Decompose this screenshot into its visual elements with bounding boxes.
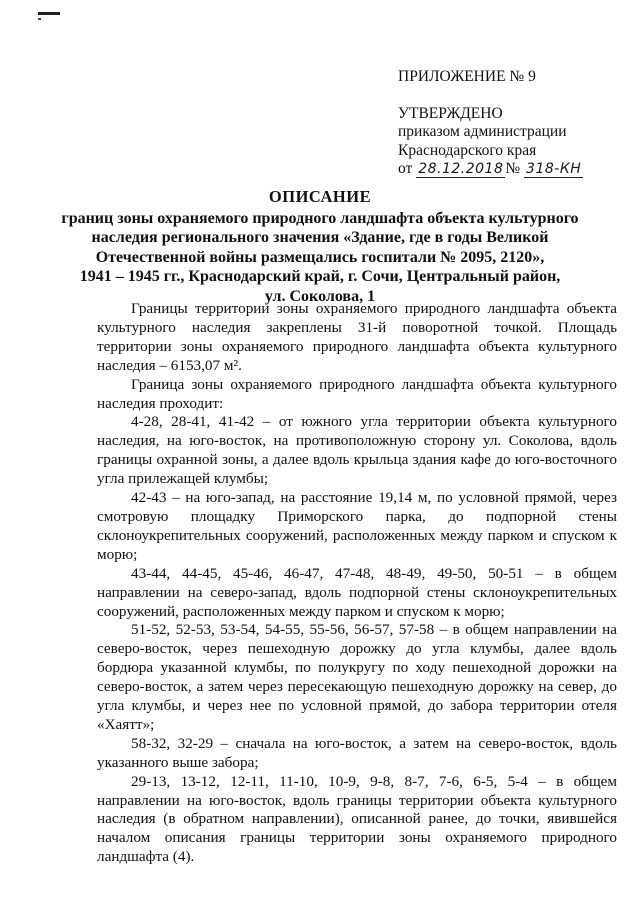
body-paragraph: 58-32, 32-29 – сначала на юго-восток, а затем на северо-восток, вдоль указанного выше забора;: [97, 734, 617, 771]
order-date-line: [398, 160, 628, 179]
body-paragraph: Границы территории зоны охраняемого природного ландшафта объекта культурного наследия закреплены 31-й поворотной точкой. Площадь территории зоны охраняемого природного ландшафта объекта культурного наследия – 6153,07 м².: [97, 300, 617, 374]
order-line-2: Краснодарского края: [398, 141, 537, 159]
scan-artifact-small: [38, 18, 41, 20]
body-paragraph: 4-28, 28-41, 41-42 – от южного угла территории объекта культурного наследия, на юго-восток, на противоположную сторону ул. Соколова, вдоль границы охранной зоны, а далее вдоль крыльца здания кафе до юго-восточного угла прилежащей клумбы;: [97, 413, 617, 488]
body-paragraph: 43-44, 44-45, 45-46, 46-47, 47-48, 48-49, 49-50, 50-51 – в общем направлении на северо-запад, вдоль подпорной стены склоноукрепительных сооружений, расположенных между парком и спуском к морю;: [97, 564, 617, 620]
approved-stamp: УТВЕРЖДЕНО: [398, 104, 503, 122]
body-paragraph: 51-52, 52-53, 53-54, 54-55, 55-56, 56-57, 57-58 – в общем направлении на северо-восток, через пешеходную дорожку до угла клумбы, далее вдоль бордюра указанной клумбы, по полукругу по ходу пешеходной дорожки на северо-восток, а затем через пересекающую пешеходную дорожку на север, до угла клумбы, и через нее по условной прямой, до забора территории отеля «Хаятт»;: [97, 621, 617, 733]
number-sign: №: [505, 160, 521, 177]
document-title: [0, 187, 640, 306]
title-main: ОПИСАНИЕ: [268, 187, 372, 206]
order-date: 28.12.2018: [418, 161, 504, 177]
order-line-1: приказом администрации: [398, 123, 567, 140]
order-number: 318-КН: [526, 161, 582, 177]
approval-block: [398, 68, 628, 179]
document-body: [97, 300, 617, 867]
title-line: наследия регионального значения «Здание, где в годы Великой: [91, 229, 549, 246]
body-paragraph: Граница зоны охраняемого природного ландшафта объекта культурного наследия проходит:: [97, 375, 617, 412]
title-line: ул. Соколова, 1: [264, 287, 376, 305]
appendix-number: ПРИЛОЖЕНИЕ № 9: [398, 68, 536, 85]
body-paragraph: 42-43 – на юго-запад, на расстояние 19,14 м, по условной прямой, через смотровую площадку Приморского парка, до подпорной стены склоноукрепительных сооружений, расположенных между парком и спуском к морю;: [97, 489, 617, 563]
title-line: 1941 – 1945 гг., Краснодарский край, г. Сочи, Центральный район,: [79, 268, 561, 285]
title-line: границ зоны охраняемого природного ландшафта объекта культурного: [61, 209, 579, 227]
scan-artifact: [38, 12, 60, 15]
title-line: Отечественной войны размещались госпитали № 2095, 2120»,: [95, 248, 545, 266]
body-paragraph: 29-13, 13-12, 12-11, 11-10, 10-9, 9-8, 8-7, 7-6, 6-5, 5-4 – в общем направлении на юго-восток, вдоль границы территории объекта культурного наследия (в обратном направлении), описанной ранее, до точки, явившейся началом описания границы территории зоны охраняемого природного ландшафта (4).: [97, 772, 617, 866]
date-prefix: от: [398, 160, 413, 177]
